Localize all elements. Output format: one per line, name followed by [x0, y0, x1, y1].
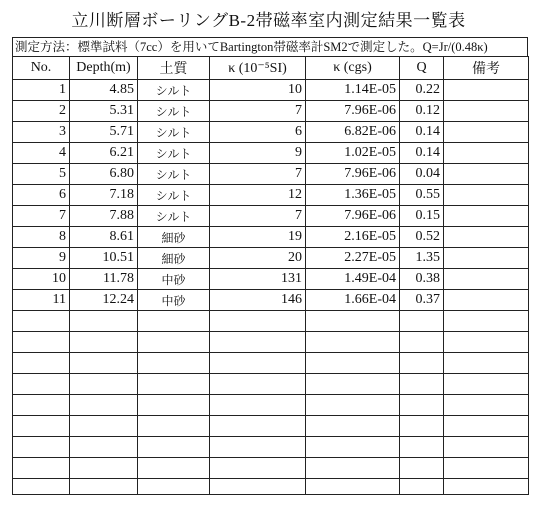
table-row — [13, 206, 529, 227]
empty-cell — [13, 332, 70, 353]
cell-kappa-cgs: 2.27E-05 — [306, 248, 400, 269]
empty-cell — [13, 437, 70, 458]
cell-q: 0.37 — [400, 290, 444, 311]
empty-cell — [444, 458, 529, 479]
cell-kappa-si: 10 — [210, 80, 306, 101]
cell-depth: 7.88 — [70, 206, 138, 227]
col-header-soil: 土質 — [138, 57, 210, 80]
cell-kappa-cgs: 1.49E-04 — [306, 269, 400, 290]
empty-table-row — [13, 353, 529, 374]
cell-soil: 細砂 — [138, 248, 210, 269]
cell-depth: 5.71 — [70, 122, 138, 143]
empty-cell — [306, 437, 400, 458]
cell-kappa-si: 146 — [210, 290, 306, 311]
cell-q: 0.22 — [400, 80, 444, 101]
cell-kappa-si: 20 — [210, 248, 306, 269]
cell-no: 9 — [13, 248, 70, 269]
empty-cell — [210, 353, 306, 374]
empty-cell — [13, 353, 70, 374]
col-header-q: Q — [400, 57, 444, 80]
cell-soil: シルト — [138, 143, 210, 164]
empty-cell — [210, 437, 306, 458]
cell-q: 0.14 — [400, 122, 444, 143]
cell-remarks — [444, 185, 529, 206]
table-row — [13, 248, 529, 269]
cell-kappa-si: 12 — [210, 185, 306, 206]
cell-q: 0.14 — [400, 143, 444, 164]
cell-no: 11 — [13, 290, 70, 311]
cell-soil: 中砂 — [138, 269, 210, 290]
cell-soil: 細砂 — [138, 227, 210, 248]
empty-cell — [13, 416, 70, 437]
cell-kappa-si: 7 — [210, 164, 306, 185]
cell-depth: 6.80 — [70, 164, 138, 185]
table-row — [13, 122, 529, 143]
empty-cell — [70, 332, 138, 353]
empty-cell — [306, 416, 400, 437]
table-row — [13, 164, 529, 185]
table-row — [13, 269, 529, 290]
empty-cell — [210, 311, 306, 332]
empty-cell — [444, 311, 529, 332]
empty-cell — [210, 416, 306, 437]
results-table — [12, 56, 529, 495]
empty-cell — [13, 458, 70, 479]
cell-soil: シルト — [138, 206, 210, 227]
empty-cell — [138, 374, 210, 395]
empty-cell — [444, 374, 529, 395]
empty-cell — [444, 437, 529, 458]
cell-no: 10 — [13, 269, 70, 290]
cell-q: 0.52 — [400, 227, 444, 248]
empty-cell — [13, 479, 70, 495]
measurement-method-note: 測定方法：標準試料（7cc）を用いてBartington帯磁率計SM2で測定した。Q=Jr/(0.48κ) — [12, 37, 528, 56]
cell-kappa-cgs: 7.96E-06 — [306, 164, 400, 185]
table-row — [13, 101, 529, 122]
document-title: 立川断層ボーリングB-2帯磁率室内測定結果一覧表 — [71, 11, 466, 30]
cell-q: 0.04 — [400, 164, 444, 185]
cell-depth: 12.24 — [70, 290, 138, 311]
empty-cell — [70, 479, 138, 495]
empty-cell — [70, 353, 138, 374]
empty-cell — [400, 416, 444, 437]
cell-q: 0.15 — [400, 206, 444, 227]
header-row — [13, 57, 529, 80]
cell-depth: 10.51 — [70, 248, 138, 269]
empty-cell — [138, 311, 210, 332]
empty-cell — [210, 332, 306, 353]
empty-cell — [444, 395, 529, 416]
empty-cell — [444, 332, 529, 353]
cell-q: 1.35 — [400, 248, 444, 269]
col-header-no: No. — [13, 57, 70, 80]
empty-cell — [138, 437, 210, 458]
cell-no: 7 — [13, 206, 70, 227]
cell-remarks — [444, 290, 529, 311]
cell-depth: 8.61 — [70, 227, 138, 248]
cell-soil: シルト — [138, 80, 210, 101]
cell-depth: 7.18 — [70, 185, 138, 206]
empty-cell — [400, 458, 444, 479]
col-header-remarks: 備考 — [444, 57, 529, 80]
empty-cell — [138, 395, 210, 416]
cell-kappa-si: 7 — [210, 101, 306, 122]
cell-q: 0.55 — [400, 185, 444, 206]
col-header-kappa-cgs: κ (cgs) — [306, 57, 400, 80]
cell-remarks — [444, 269, 529, 290]
empty-cell — [306, 332, 400, 353]
cell-no: 8 — [13, 227, 70, 248]
cell-kappa-cgs: 1.36E-05 — [306, 185, 400, 206]
cell-remarks — [444, 122, 529, 143]
empty-cell — [138, 458, 210, 479]
cell-kappa-si: 131 — [210, 269, 306, 290]
empty-cell — [400, 479, 444, 495]
empty-cell — [400, 332, 444, 353]
empty-table-row — [13, 395, 529, 416]
cell-no: 1 — [13, 80, 70, 101]
empty-table-row — [13, 437, 529, 458]
empty-cell — [138, 353, 210, 374]
empty-table-row — [13, 332, 529, 353]
empty-cell — [400, 311, 444, 332]
cell-q: 0.12 — [400, 101, 444, 122]
cell-no: 6 — [13, 185, 70, 206]
empty-cell — [210, 479, 306, 495]
cell-kappa-cgs: 7.96E-06 — [306, 101, 400, 122]
empty-cell — [306, 395, 400, 416]
col-header-kappa-si: κ (10⁻⁵SI) — [210, 57, 306, 80]
empty-cell — [400, 395, 444, 416]
empty-cell — [210, 458, 306, 479]
table-row — [13, 185, 529, 206]
cell-kappa-cgs: 1.14E-05 — [306, 80, 400, 101]
cell-no: 4 — [13, 143, 70, 164]
empty-cell — [400, 437, 444, 458]
col-header-depth: Depth(m) — [70, 57, 138, 80]
cell-depth: 5.31 — [70, 101, 138, 122]
cell-remarks — [444, 206, 529, 227]
empty-table-row — [13, 311, 529, 332]
cell-q: 0.38 — [400, 269, 444, 290]
cell-no: 5 — [13, 164, 70, 185]
cell-no: 3 — [13, 122, 70, 143]
cell-kappa-cgs: 6.82E-06 — [306, 122, 400, 143]
cell-soil: シルト — [138, 185, 210, 206]
empty-cell — [70, 395, 138, 416]
cell-no: 2 — [13, 101, 70, 122]
cell-depth: 11.78 — [70, 269, 138, 290]
cell-remarks — [444, 101, 529, 122]
cell-kappa-cgs: 2.16E-05 — [306, 227, 400, 248]
table-row — [13, 80, 529, 101]
empty-table-row — [13, 416, 529, 437]
cell-remarks — [444, 248, 529, 269]
cell-remarks — [444, 143, 529, 164]
table-row — [13, 290, 529, 311]
cell-soil: シルト — [138, 164, 210, 185]
empty-table-row — [13, 374, 529, 395]
empty-table-row — [13, 458, 529, 479]
empty-cell — [13, 395, 70, 416]
empty-table-row — [13, 479, 529, 495]
cell-soil: シルト — [138, 122, 210, 143]
cell-kappa-cgs: 7.96E-06 — [306, 206, 400, 227]
cell-kappa-cgs: 1.02E-05 — [306, 143, 400, 164]
cell-depth: 6.21 — [70, 143, 138, 164]
cell-kappa-si: 6 — [210, 122, 306, 143]
empty-cell — [306, 311, 400, 332]
empty-cell — [306, 374, 400, 395]
cell-remarks — [444, 80, 529, 101]
empty-cell — [70, 374, 138, 395]
cell-kappa-si: 19 — [210, 227, 306, 248]
empty-cell — [210, 395, 306, 416]
cell-remarks — [444, 164, 529, 185]
empty-cell — [70, 458, 138, 479]
cell-soil: シルト — [138, 101, 210, 122]
empty-cell — [70, 437, 138, 458]
empty-cell — [138, 332, 210, 353]
cell-kappa-si: 9 — [210, 143, 306, 164]
empty-cell — [400, 374, 444, 395]
empty-cell — [444, 416, 529, 437]
empty-cell — [13, 374, 70, 395]
cell-remarks — [444, 227, 529, 248]
empty-cell — [306, 353, 400, 374]
empty-cell — [13, 311, 70, 332]
empty-cell — [138, 416, 210, 437]
table-row — [13, 227, 529, 248]
empty-cell — [210, 374, 306, 395]
cell-soil: 中砂 — [138, 290, 210, 311]
table-row — [13, 143, 529, 164]
empty-cell — [400, 353, 444, 374]
cell-kappa-cgs: 1.66E-04 — [306, 290, 400, 311]
cell-kappa-si: 7 — [210, 206, 306, 227]
empty-cell — [306, 479, 400, 495]
empty-cell — [70, 311, 138, 332]
empty-cell — [444, 479, 529, 495]
empty-cell — [306, 458, 400, 479]
empty-cell — [138, 479, 210, 495]
empty-cell — [70, 416, 138, 437]
empty-cell — [444, 353, 529, 374]
cell-depth: 4.85 — [70, 80, 138, 101]
